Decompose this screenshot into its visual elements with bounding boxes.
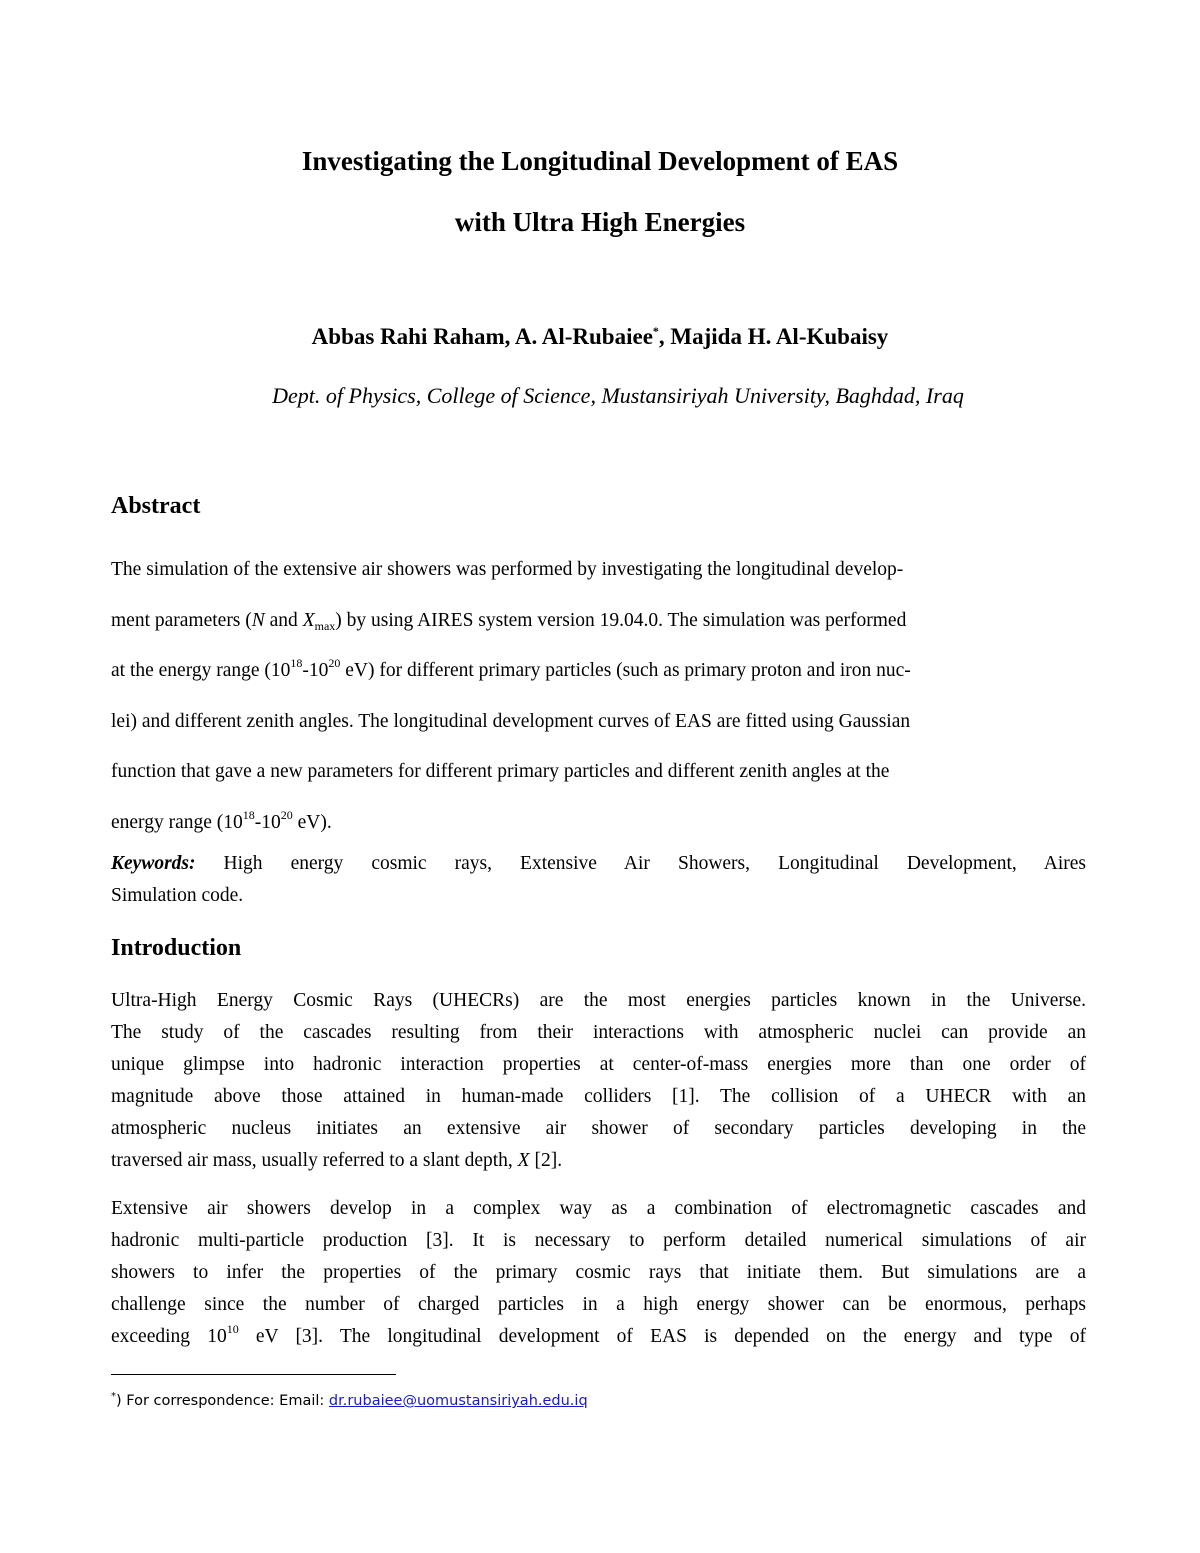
- abstract-line: lei) and different zenith angles. The longitudinal development curves of EAS are fitted using Gaussian: [111, 710, 911, 732]
- footnote: [111, 1391, 588, 1411]
- footnote-rule: [111, 1374, 396, 1375]
- paragraph-line: traversed air mass, usually referred to a slant depth, X [2].: [111, 1150, 563, 1171]
- abstract-line: energy range ($10^{18}-10^{20}$ eV).: [111, 807, 332, 833]
- introduction-paragraph-1: [111, 985, 1086, 1177]
- author-list: [0, 322, 1200, 352]
- keywords-label: Keywords:: [111, 853, 196, 874]
- paragraph-line: challenge since the number of charged particles in a high energy shower can be enormous, perhaps: [111, 1294, 1086, 1315]
- abstract-line: function that gave a new parameters for different primary particles and different zenith angles at the: [111, 761, 890, 783]
- abstract-heading: Abstract: [111, 493, 201, 519]
- paper-title-line-1: Investigating the Longitudinal Development of EAS: [301, 146, 899, 176]
- paragraph-line: hadronic multi-particle production [3]. It is necessary to perform detailed numerical simulations of air: [111, 1230, 1086, 1251]
- author-names-1: Abbas Rahi Raham, A. Al-Rubaiee: [311, 324, 653, 349]
- author-names-2: , Majida H. Al-Kubaisy: [658, 324, 889, 349]
- paragraph-line: unique glimpse into hadronic interaction properties at center-of-mass energies more than one order of: [111, 1054, 1086, 1075]
- footnote-mark: *: [111, 1391, 116, 1402]
- introduction-paragraph-2: [111, 1193, 1086, 1353]
- paragraph-line: The study of the cascades resulting from their interactions with atmospheric nuclei can provide an: [111, 1022, 1086, 1043]
- paragraph-line: Ultra-High Energy Cosmic Rays (UHECRs) are the most energies particles known in the Universe.: [111, 990, 1086, 1011]
- paragraph-line: showers to infer the properties of the primary cosmic rays that initiate them. But simulations are a: [111, 1262, 1086, 1283]
- paragraph-line: atmospheric nucleus initiates an extensive air shower of secondary particles developing in the: [111, 1118, 1086, 1139]
- abstract-body: [111, 545, 1086, 849]
- paragraph-line: Extensive air showers develop in a complex way as a combination of electromagnetic cascades and: [111, 1198, 1086, 1219]
- abstract-line: at the energy range ($10^{18}-10^{20}$ eV) for different primary particles (such as primary proton and iron nuc-: [111, 656, 911, 682]
- introduction-heading: Introduction: [111, 935, 242, 961]
- paper-title-line-2: with Ultra High Energies: [454, 207, 746, 237]
- affiliation: Dept. of Physics, College of Science, Mustansiriyah University, Baghdad, Iraq: [272, 383, 964, 408]
- keywords: [111, 848, 1086, 912]
- paragraph-line: exceeding $10^{10}$ eV [3]. The longitudinal development of EAS is depended on the energy and type of: [111, 1322, 1086, 1347]
- paragraph-line: magnitude above those attained in human-made colliders [1]. The collision of a UHECR with an: [111, 1086, 1086, 1107]
- footnote-text: ) For correspondence: Email:: [116, 1393, 329, 1409]
- keywords-line: Keywords: High energy cosmic rays, Extensive Air Showers, Longitudinal Development, Aires: [111, 853, 1086, 874]
- corresponding-author-mark: *: [652, 324, 659, 338]
- keywords-line: Simulation code.: [111, 885, 244, 906]
- abstract-line: The simulation of the extensive air showers was performed by investigating the longitudinal develop-: [111, 559, 904, 580]
- abstract-line: ment parameters (N and $X_{max}$) by using AIRES system version 19.04.0. The simulation was performed: [111, 609, 907, 633]
- correspondence-email-link[interactable]: dr.rubaiee@uomustansiriyah.edu.iq: [328, 1393, 588, 1409]
